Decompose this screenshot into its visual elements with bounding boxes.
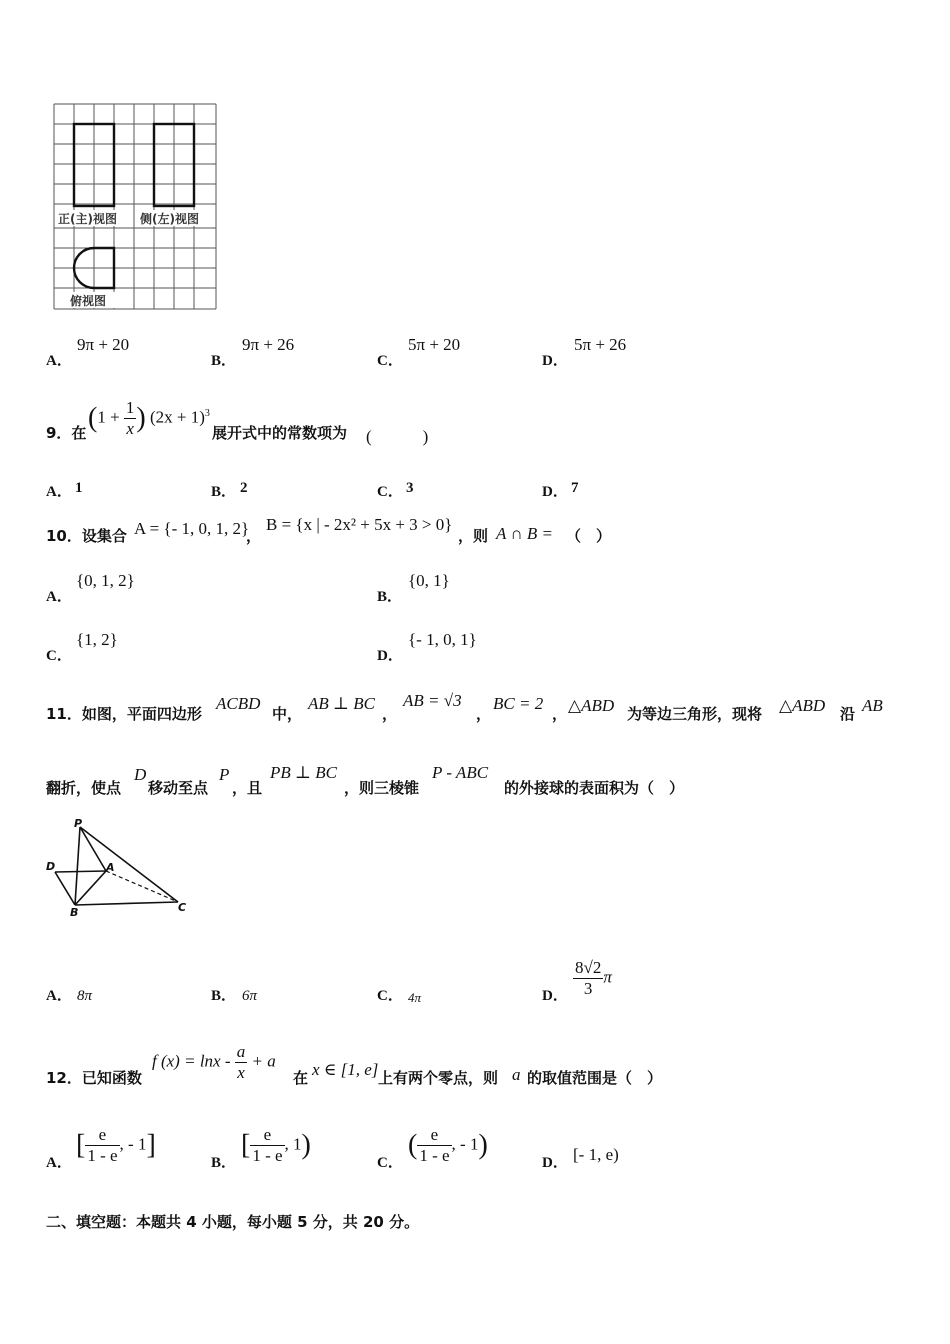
- q10-option-d-label: D．: [377, 648, 403, 664]
- q11-option-d-label: D．: [542, 988, 568, 1004]
- q11-option-d-den: 3: [583, 979, 593, 998]
- q12-at: 在: [293, 1069, 309, 1087]
- q11-math-triangle-abd-2: △ABD: [779, 696, 826, 715]
- q9-frac-den: x: [126, 419, 134, 438]
- q11-option-d: [573, 958, 612, 999]
- q11-math-triangle-abd: △ABD: [568, 696, 615, 715]
- q8-option-d-label: D．: [542, 353, 568, 369]
- q8-option-c: 5π + 20: [408, 335, 461, 354]
- q9-suffix: 展开式中的常数项为: [212, 424, 348, 442]
- q12-option-a-den: 1 - e: [87, 1146, 118, 1165]
- q10-intersection: A ∩ B =: [496, 524, 553, 543]
- q12-option-b-num: e: [250, 1125, 284, 1146]
- q12-option-c-den: 1 - e: [419, 1146, 450, 1165]
- q10-set-b: B = {x | - 2x² + 5x + 3 > 0}: [266, 515, 453, 534]
- label-p: P: [74, 817, 83, 830]
- top-view-label: 俯视图: [70, 294, 107, 308]
- label-a: A: [106, 861, 115, 874]
- q8-option-a: 9π + 20: [77, 335, 130, 354]
- q12-tail: 的取值范围是（ ）: [527, 1069, 663, 1087]
- q12-option-c-num: e: [417, 1125, 451, 1146]
- q11-math-d: D: [134, 765, 147, 784]
- q10-answer-paren: （ ）: [566, 527, 612, 545]
- q10-option-c-label: C．: [46, 648, 72, 664]
- label-b: B: [70, 906, 79, 919]
- q12-number: 12．已知函数: [46, 1069, 142, 1087]
- q11-text-10: ，且: [232, 779, 263, 797]
- q11-math-bc-2: BC = 2: [493, 694, 544, 713]
- q11-math-acbd: ACBD: [216, 694, 261, 713]
- q12-mid: 上有两个零点，则: [378, 1069, 499, 1087]
- q11-option-b-label: B．: [211, 988, 237, 1004]
- q11-option-b: 6π: [242, 988, 258, 1004]
- q11-text-4: ，: [476, 705, 492, 723]
- three-view-grid-figure: [52, 102, 220, 312]
- q12-fx: f (x) = lnx -: [152, 1051, 231, 1071]
- q9-option-c: 3: [406, 480, 414, 496]
- q12-option-a-num: e: [85, 1125, 119, 1146]
- q12-option-b-den: 1 - e: [252, 1146, 283, 1165]
- q9-expr-tail: (2x + 1): [150, 407, 205, 427]
- q9-frac-num: 1: [125, 398, 135, 417]
- q12-option-d-label: D．: [542, 1155, 568, 1171]
- q11-text-8: 翻折，使点: [46, 779, 122, 797]
- q9-option-c-label: C．: [377, 484, 403, 500]
- q11-math-ab: AB: [862, 696, 883, 715]
- q12-option-b-close: ): [301, 1129, 311, 1161]
- q11-text-1: 11．如图，平面四边形: [46, 705, 202, 723]
- q12-plus-a: + a: [251, 1051, 276, 1071]
- q10-option-a-label: A．: [46, 589, 72, 605]
- q10-option-d: {- 1, 0, 1}: [408, 630, 477, 649]
- q12-option-c-close: ): [478, 1129, 488, 1161]
- q11-option-a-label: A．: [46, 988, 72, 1004]
- q8-option-c-label: C．: [377, 353, 403, 369]
- q11-text-2: 中，: [272, 705, 303, 723]
- q10-option-c: {1, 2}: [76, 630, 118, 649]
- q9-option-b: 2: [240, 480, 248, 496]
- q9-option-a-label: A．: [46, 484, 72, 500]
- q11-text-6: 为等边三角形，现将: [627, 705, 763, 723]
- q11-math-pb-perp-bc: PB ⊥ BC: [270, 763, 337, 782]
- q11-text-12: 的外接球的表面积为（ ）: [504, 779, 685, 797]
- q10-option-b: {0, 1}: [408, 571, 450, 590]
- q12-option-d: [- 1, e): [573, 1145, 619, 1164]
- q10-then: ，则: [458, 527, 489, 545]
- q10-comma: ，: [246, 527, 262, 545]
- q12-option-b-open: [: [241, 1129, 251, 1161]
- q12-option-c-after: , - 1: [451, 1134, 479, 1154]
- q9-option-d-label: D．: [542, 484, 568, 500]
- q10-number: 10．设集合: [46, 527, 127, 545]
- q11-text-7: 沿: [840, 705, 856, 723]
- q8-option-b: 9π + 26: [242, 335, 295, 354]
- front-view-label: 正(主)视图: [58, 212, 117, 226]
- q11-option-a: 8π: [77, 988, 93, 1004]
- q12-var: a: [512, 1065, 521, 1084]
- q11-text-11: ，则三棱锥: [344, 779, 420, 797]
- label-d: D: [46, 860, 56, 873]
- q12-frac-den: x: [237, 1063, 245, 1082]
- q12-option-c-label: C．: [377, 1155, 403, 1171]
- q11-text-9: 移动至点: [148, 779, 209, 797]
- q12-domain: x ∈ [1, e]: [312, 1060, 379, 1079]
- q9-expr-open: 1 +: [97, 407, 120, 427]
- q10-option-a: {0, 1, 2}: [76, 571, 135, 590]
- q8-option-a-label: A．: [46, 353, 72, 369]
- q11-math-ab-perp-bc: AB ⊥ BC: [308, 694, 375, 713]
- q12-option-b-after: , 1: [284, 1134, 302, 1154]
- q11-option-c: 4π: [408, 990, 422, 1005]
- q12-option-a-close: ]: [146, 1129, 156, 1161]
- q11-option-c-label: C．: [377, 988, 403, 1004]
- side-view-label: 侧(左)视图: [140, 212, 199, 226]
- q11-math-p: P: [219, 765, 230, 784]
- pyramid-figure: [40, 815, 200, 920]
- q12-option-a-after: , - 1: [119, 1134, 147, 1154]
- q11-text-5: ，: [552, 705, 568, 723]
- q12-option-c: [408, 1125, 488, 1166]
- label-c: C: [178, 901, 187, 914]
- q9-option-a: 1: [75, 480, 83, 496]
- q10-set-a: A = {- 1, 0, 1, 2}: [134, 519, 250, 538]
- q11-text-3: ，: [382, 705, 398, 723]
- q12-option-a: [76, 1125, 156, 1166]
- q12-option-b-label: B．: [211, 1155, 237, 1171]
- q9-exponent: 3: [204, 407, 210, 419]
- q10-option-b-label: B．: [377, 589, 403, 605]
- q9-option-d: 7: [571, 480, 579, 496]
- q11-option-d-num: 8√2: [575, 958, 602, 977]
- q12-option-a-open: [: [76, 1129, 86, 1161]
- q12-option-a-label: A．: [46, 1155, 72, 1171]
- q11-math-ab-sqrt3: AB = √3: [403, 691, 462, 710]
- q9-expression: (1 + $\frac{1}{x}$ ) $(2x + 1)^3$: [88, 398, 210, 438]
- q11-math-p-abc: P - ABC: [432, 763, 489, 782]
- q12-function: [152, 1042, 276, 1083]
- q12-option-c-open: (: [408, 1129, 418, 1161]
- q9-number: 9．在: [46, 424, 87, 442]
- q9-option-b-label: B．: [211, 484, 237, 500]
- q8-option-d: 5π + 26: [574, 335, 627, 354]
- q8-option-b-label: B．: [211, 353, 237, 369]
- section-2-heading: 二、填空题：本题共 4 小题，每小题 5 分，共 20 分。: [46, 1213, 420, 1231]
- q9-answer-paren: ( ): [366, 427, 429, 446]
- q12-option-b: [241, 1125, 311, 1166]
- q12-frac-num: a: [236, 1042, 246, 1061]
- q11-option-d-pi: π: [603, 967, 612, 987]
